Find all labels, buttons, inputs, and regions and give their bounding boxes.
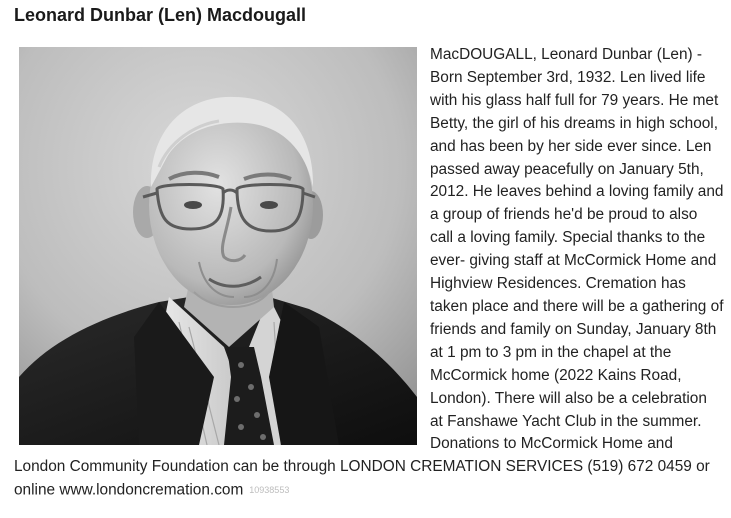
obituary-title: Leonard Dunbar (Len) Macdougall [14,5,307,25]
obituary-text: MacDOUGALL, Leonard Dunbar (Len) - Born September 3rd, 1932. Len lived life with his glass half full for 79 years. He met Betty, the girl of his dreams in high school, and has been by her side ever since. Len passed away peacefully on January 5th, 2012. He leaves behind a loving family and a group of friends he'd be proud to also call a loving family. Special thanks to the ever- giving staff at McCormick Home and Highview Residences. Cremation has taken place and there will be a gathering of friends and family on Sunday, January 8th at 1 pm to 3 pm in the chapel at the McCormick home (2022 Kains Road, London). There will also be a celebration at Fanshawe Yacht Club in the summer. Donations to McCormick Home and London Community Foundation can be through LONDON CREMATION SERVICES (519) 672 0459 or online [14,46,724,499]
website-link[interactable]: www.londoncremation.com [59,481,244,499]
portrait-photo [19,47,417,445]
obituary-body [14,44,724,503]
reference-id: 10938553 [249,485,290,496]
